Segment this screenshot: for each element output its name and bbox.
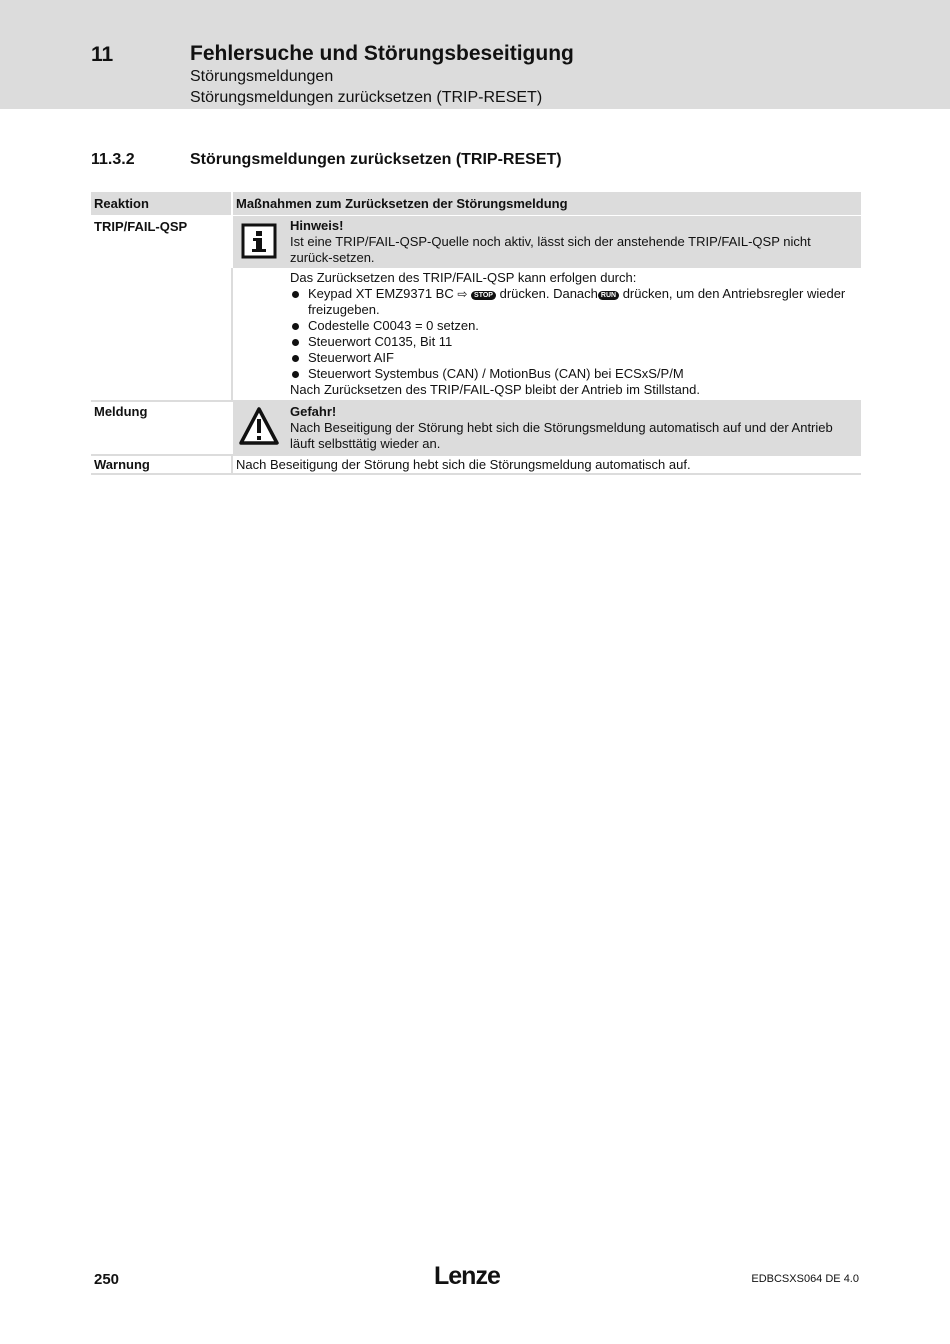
lenze-logo: Lenze	[434, 1262, 500, 1290]
table-row-meldung	[91, 402, 861, 454]
note-text: Ist eine TRIP/FAIL-QSP-Quelle noch aktiv, lässt sich der anstehende TRIP/FAIL-QSP nicht zurück-setzen.	[290, 234, 811, 265]
warning-box	[233, 402, 861, 454]
keypad-text-c: drücken, um den Antriebsregler wieder freizugeben.	[308, 286, 846, 317]
section-number: 11.3.2	[91, 151, 135, 168]
run-key-icon: RUN	[598, 291, 619, 300]
warnung-text: Nach Beseitigung der Störung hebt sich die Störungsmeldung automatisch auf.	[231, 456, 861, 473]
col-header-reaction: Reaktion	[91, 192, 231, 215]
warning-title: Gefahr!	[290, 404, 337, 419]
warning-text: Nach Beseitigung der Störung hebt sich die Störungsmeldung automatisch auf und der Antrieb läuft selbsttätig wieder an.	[290, 420, 833, 451]
trip-measures	[233, 216, 861, 400]
note-box	[233, 216, 861, 268]
table-row-trip	[91, 216, 861, 400]
document-code: EDBCSXS064 DE 4.0	[751, 1273, 859, 1285]
chapter-number: 11	[91, 43, 114, 66]
keypad-text-a: Keypad XT EMZ9371 BC	[308, 286, 454, 301]
arrow-right-icon: ⇨	[457, 287, 468, 301]
page-number: 250	[94, 1271, 120, 1288]
warnung-label: Warnung	[94, 457, 150, 472]
info-icon	[241, 223, 277, 259]
list-item	[290, 286, 847, 318]
list-item: Steuerwort AIF	[290, 350, 847, 366]
keypad-text-b: drücken. Danach	[499, 286, 598, 301]
reset-outro: Nach Zurücksetzen des TRIP/FAIL-QSP bleibt der Antrieb im Stillstand.	[290, 382, 700, 397]
trip-label: TRIP/FAIL-QSP	[94, 219, 188, 234]
note-title: Hinweis!	[290, 218, 344, 233]
chapter-subtitle-1: Störungsmeldungen	[190, 68, 334, 85]
col-header-measures: Maßnahmen zum Zurücksetzen der Störungsmeldung	[233, 192, 861, 215]
stop-key-icon: STOP	[471, 291, 496, 300]
reset-options	[231, 268, 861, 400]
warning-triangle-icon	[239, 406, 279, 446]
table-header-row	[91, 192, 861, 215]
list-item: Steuerwort Systembus (CAN) / MotionBus (CAN) bei ECSxS/P/M	[290, 366, 847, 382]
note-content	[290, 216, 861, 268]
reset-list	[290, 286, 847, 382]
list-item: Codestelle C0043 = 0 setzen.	[290, 318, 847, 334]
chapter-title: Fehlersuche und Störungsbeseitigung	[190, 42, 574, 65]
section-title: Störungsmeldungen zurücksetzen (TRIP-RESET)	[190, 151, 562, 168]
chapter-subtitle-2: Störungsmeldungen zurücksetzen (TRIP-RESET)	[190, 89, 543, 106]
warning-content	[290, 402, 861, 454]
row-divider	[91, 473, 861, 475]
meldung-measures	[233, 402, 861, 454]
list-item: Steuerwort C0135, Bit 11	[290, 334, 847, 350]
meldung-label: Meldung	[94, 404, 148, 419]
table-row-warnung	[91, 456, 861, 473]
reset-table	[91, 192, 861, 475]
reset-intro: Das Zurücksetzen des TRIP/FAIL-QSP kann erfolgen durch:	[290, 270, 637, 285]
